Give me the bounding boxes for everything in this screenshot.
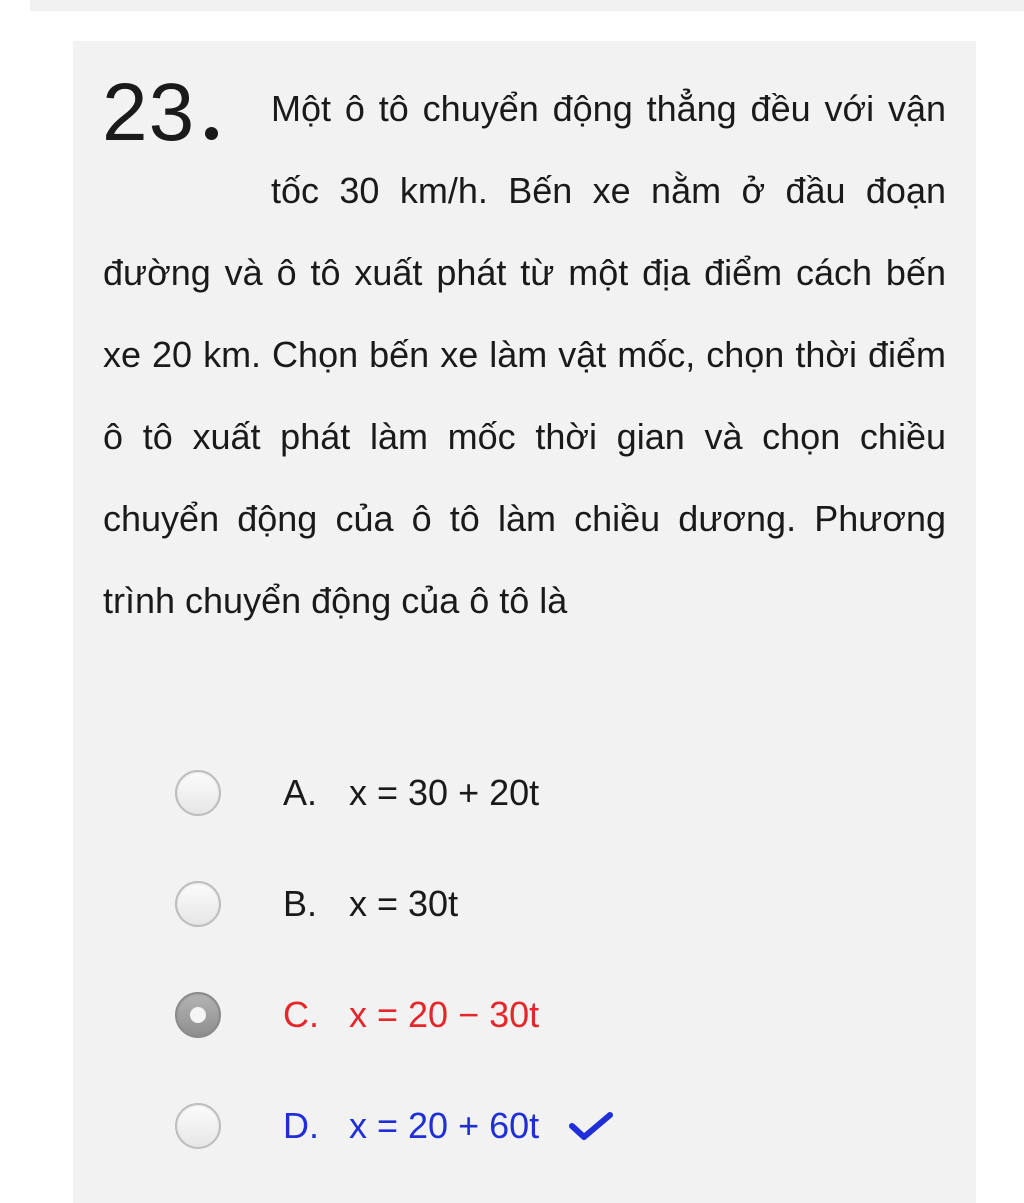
- checkmark-icon: [569, 1111, 613, 1141]
- question-number: 23: [102, 68, 218, 158]
- option-b[interactable]: [175, 876, 458, 932]
- option-d[interactable]: [175, 1098, 613, 1154]
- option-a-text: x = 30 + 20t: [349, 772, 540, 813]
- option-a-letter: A.: [283, 772, 318, 813]
- option-c[interactable]: [175, 987, 539, 1043]
- option-a-radio[interactable]: [175, 770, 221, 816]
- option-c-text: x = 20 − 30t: [349, 994, 540, 1035]
- option-b-letter: B.: [283, 883, 318, 924]
- question-text-body: Một ô tô chuyển động thẳng đều với vận tốc 30 km/h. Bến xe nằm ở đầu đoạn đường và ô tô xuất phát từ một địa điểm cách bến xe 20 km. Chọn bến xe làm vật mốc, chọn thời điểm ô tô xuất phát làm mốc thời gian và chọn chiều chuyển động của ô tô làm chiều dương. Phương trình chuyển động của ô tô là: [103, 88, 946, 621]
- option-c-radio-selected[interactable]: [175, 992, 221, 1038]
- option-b-text: x = 30t: [349, 883, 459, 924]
- question-text: [103, 68, 946, 642]
- option-d-letter: D.: [283, 1105, 319, 1146]
- top-strip: [30, 0, 1024, 11]
- option-d-text: x = 20 + 60t: [349, 1105, 540, 1146]
- option-b-radio[interactable]: [175, 881, 221, 927]
- option-d-radio[interactable]: [175, 1103, 221, 1149]
- option-c-letter: C.: [283, 994, 319, 1035]
- option-a[interactable]: [175, 765, 539, 821]
